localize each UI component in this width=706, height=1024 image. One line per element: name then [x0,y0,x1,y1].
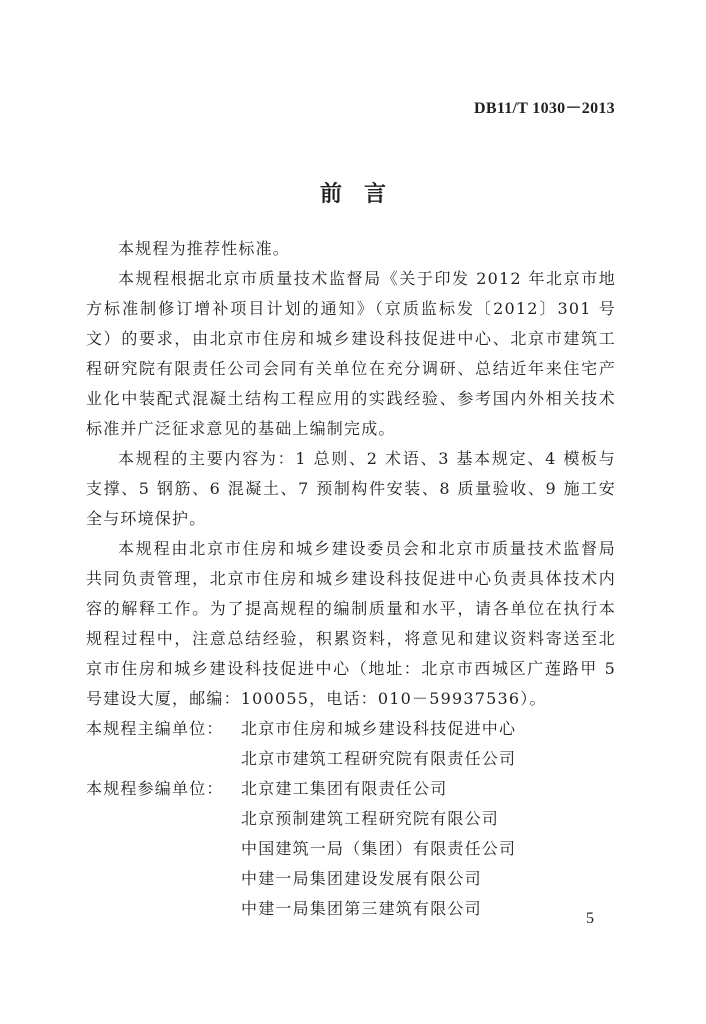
unit-item: 北京建工集团有限责任公司 [241,779,448,798]
participating-units-list [241,774,616,924]
participating-units [86,774,616,924]
chief-units-label: 本规程主编单位： [86,719,224,738]
chief-units [86,714,616,774]
unit-item: 中建一局集团第三建筑有限公司 [241,899,482,918]
participating-units-label: 本规程参编单位： [86,779,224,798]
paragraph-standard-type: 本规程为推荐性标准。 [118,239,291,258]
chief-units-list [241,714,616,774]
paragraph-basis: 本规程根据北京市质量技术监督局《关于印发 2012 年北京市地方标准制修订增补项目计划的通知》（京质监标发〔2012〕301 号文）的要求，由北京市住房和城乡建设科技促进中心、北京市建筑工程研究院有限责任公司会同有关单位在充分调研、总结近年来住宅产业化中装配式混凝土结构工程应用的实践经验、参考国内外相关技术标准并广泛征求意见的基础上编制完成。 [86,269,616,438]
unit-item: 北京市建筑工程研究院有限责任公司 [241,749,517,768]
unit-item: 中国建筑一局（集团）有限责任公司 [241,839,517,858]
unit-item: 中建一局集团建设发展有限公司 [241,869,482,888]
paragraph-main-contents: 本规程的主要内容为：1 总则、2 术语、3 基本规定、4 模板与支撑、5 钢筋、6 混凝土、7 预制构件安装、8 质量验收、9 施工安全与环境保护。 [86,449,616,528]
preface-body [86,234,616,924]
page-number: 5 [586,910,594,927]
unit-item: 北京市住房和城乡建设科技促进中心 [241,719,517,738]
paragraph-management: 本规程由北京市住房和城乡建设委员会和北京市质量技术监督局共同负责管理，北京市住房和城乡建设科技促进中心负责具体技术内容的解释工作。为了提高规程的编制质量和水平，请各单位在执行本规程过程中，注意总结经验，积累资料，将意见和建议资料寄送至北京市住房和城乡建设科技促进中心（地址：北京市西城区广莲路甲 5 号建设大厦，邮编：100055，电话：010－59937536）。 [86,539,616,708]
page-title: 前言 [319,182,408,207]
unit-item: 北京预制建筑工程研究院有限公司 [241,809,500,828]
document-code: DB11/T 1030－2013 [474,100,615,117]
drafting-units [86,714,616,924]
